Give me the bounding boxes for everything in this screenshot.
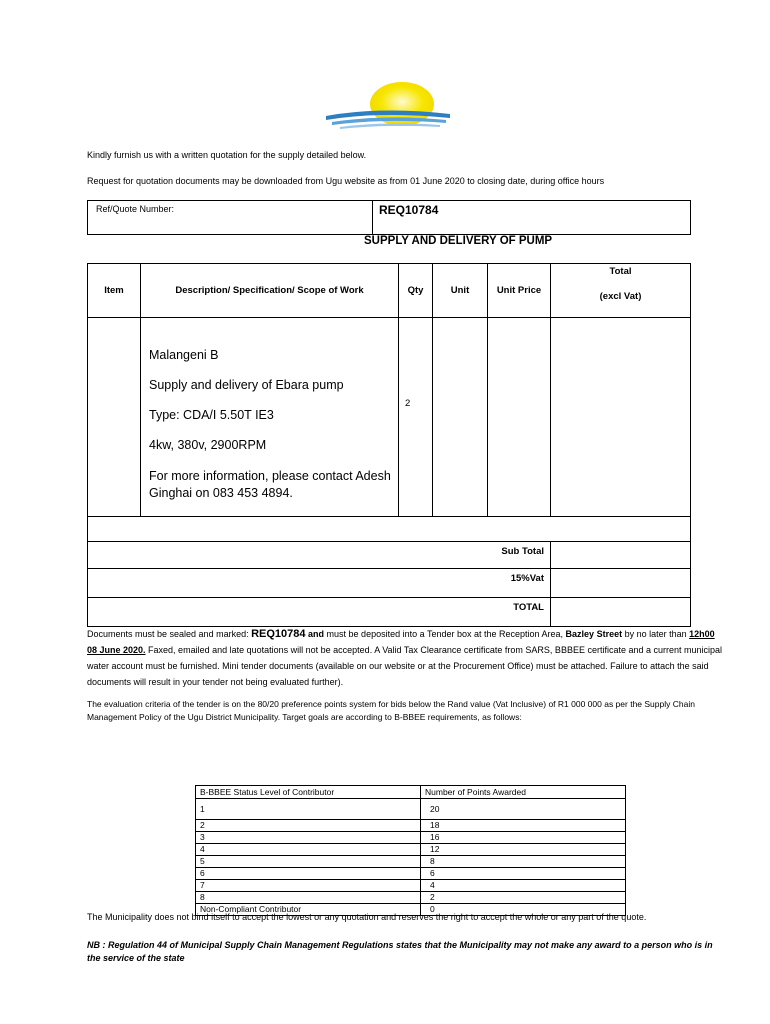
bbbee-level: 3 [196,832,421,844]
instr-part-b: must be deposited into a Tender box at the Reception Area, [324,629,566,639]
bbbee-level: 8 [196,892,421,904]
vat-label: 15%Vat [88,569,551,598]
bbbee-row [196,880,626,892]
header-total [551,264,691,318]
vat-row [88,569,691,598]
subtotal-value [551,542,691,569]
bbbee-points: 6 [421,868,626,880]
bbbee-level: 2 [196,820,421,832]
desc-line-1: Malangeni B [149,348,219,362]
ref-label: Ref/Quote Number: [88,201,373,235]
header-unit-price: Unit Price [488,264,551,318]
total-row [88,598,691,627]
bbbee-level: Non-Compliant Contributor [196,904,421,916]
bbbee-points: 2 [421,892,626,904]
items-table [87,263,691,627]
items-header-row [88,264,691,318]
bbbee-points: 12 [421,844,626,856]
sun-over-water-logo [322,80,454,132]
intro-line-2: Request for quotation documents may be downloaded from Ugu website as from 01 June 2020 to closing date, during office hours [87,176,605,186]
instr-and: and [305,629,325,639]
bbbee-points: 16 [421,832,626,844]
item-unit-price [488,318,551,517]
header-item: Item [88,264,141,318]
bbbee-level: 5 [196,856,421,868]
bbbee-points: 18 [421,820,626,832]
desc-line-3: Type: CDA/I 5.50T IE3 [149,408,274,422]
bbbee-row [196,868,626,880]
item-description [141,318,399,517]
section-title: SUPPLY AND DELIVERY OF PUMP [364,235,553,247]
bbbee-row [196,820,626,832]
bbbee-header-row [196,786,626,799]
item-row [88,318,691,517]
desc-line-5: For more information, please contact Adesh Ginghai on 083 453 4894. [149,469,391,500]
header-description: Description/ Specification/ Scope of Work [141,264,399,318]
desc-line-4: 4kw, 380v, 2900RPM [149,438,267,452]
bbbee-row [196,832,626,844]
header-unit: Unit [433,264,488,318]
bbbee-points-table [195,785,626,916]
total-label: TOTAL [88,598,551,627]
header-total-line1: Total [609,266,632,277]
desc-line-2: Supply and delivery of Ebara pump [149,378,344,392]
municipality-note: The Municipality does not bind itself to accept the lowest or any quotation and reserves the right to accept the whole or any part of the quote. [87,912,647,922]
intro-line-1: Kindly furnish us with a written quotation for the supply detailed below. [87,150,367,160]
instr-part-d: Faxed, emailed and late quotations will not be accepted. A Valid Tax Clearance certificate from SARS, BBBEE certificate and a current municipal water account must be furnished. Mini tender documents (available on our website or at the Procurement Office) must be attached. Failure to attach the said documents will result in your tender not being evaluated further). [87,645,723,687]
bbbee-row [196,892,626,904]
bbbee-header-points: Number of Points Awarded [421,786,626,799]
bbbee-points: 0 [421,904,626,916]
ref-value: REQ10784 [373,201,691,235]
bbbee-row [196,799,626,820]
blank-row [88,517,691,542]
bbbee-points: 8 [421,856,626,868]
item-qty: 2 [399,318,433,517]
bbbee-points: 4 [421,880,626,892]
instr-street: Bazley Street [565,629,623,639]
bbbee-points: 20 [421,799,626,820]
bbbee-row [196,856,626,868]
instr-part-c: by no later than [622,629,687,639]
blank-cell [88,517,691,542]
bbbee-level: 7 [196,880,421,892]
item-cell [88,318,141,517]
evaluation-paragraph: The evaluation criteria of the tender is on the 80/20 preference points system for bids below the Rand value (Vat Inclusive) of R1 000 000 as per the Supply Chain Management Policy of the Ugu District Municipality. Target goals are according to B-BBEE requirements, as follows: [87,699,695,722]
instr-part-a: Documents must be sealed and marked: [87,629,252,639]
bbbee-level: 1 [196,799,421,820]
subtotal-label: Sub Total [88,542,551,569]
bbbee-row [196,844,626,856]
ref-quote-table [87,200,691,235]
total-value [551,598,691,627]
bbbee-level: 4 [196,844,421,856]
header-qty: Qty [399,264,433,318]
instr-deadline: 12h00 08 June 2020. [87,629,715,655]
vat-value [551,569,691,598]
subtotal-row [88,542,691,569]
nb-note: NB : Regulation 44 of Municipal Supply Chain Management Regulations states that the Municipality may not make any award to a person who is in the service of the state [87,940,713,963]
instr-ref: REQ10784 [251,628,306,640]
header-total-line2: (excl Vat) [599,291,642,302]
bbbee-level: 6 [196,868,421,880]
bbbee-header-level: B-BBEE Status Level of Contributor [196,786,421,799]
instructions-paragraph [87,626,727,690]
item-unit [433,318,488,517]
item-total [551,318,691,517]
